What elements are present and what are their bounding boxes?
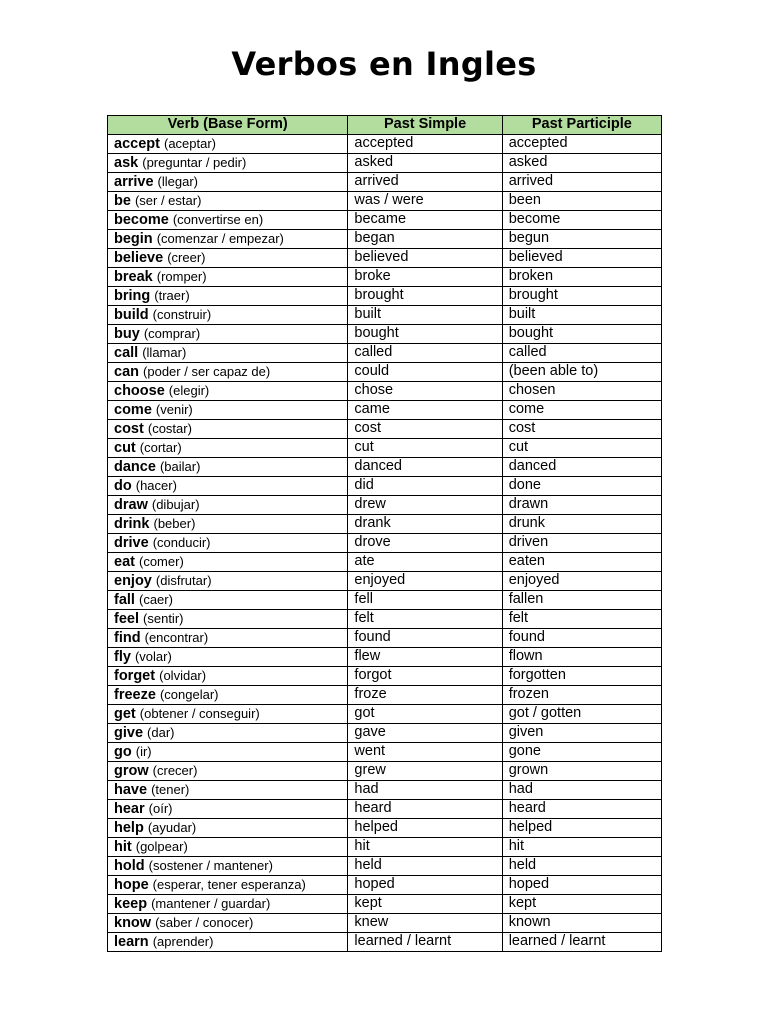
base-form-cell (108, 913, 348, 932)
past-participle-cell: driven (502, 533, 661, 552)
past-participle-cell: believed (502, 248, 661, 267)
header-base-form: Verb (Base Form) (108, 116, 348, 135)
past-participle-cell: (been able to) (502, 362, 661, 381)
base-form-cell (108, 894, 348, 913)
base-form-cell (108, 172, 348, 191)
verb-translation: (obtener / conseguir) (139, 705, 260, 721)
past-simple-cell: cost (348, 419, 502, 438)
verb-translation: (aceptar) (163, 135, 217, 151)
base-form-cell (108, 837, 348, 856)
base-form-cell (108, 666, 348, 685)
base-form-cell (108, 324, 348, 343)
past-participle-cell: bought (502, 324, 661, 343)
verb-translation: (construir) (152, 306, 212, 322)
past-participle-cell: got / gotten (502, 704, 661, 723)
verb-word: be (114, 192, 131, 209)
table-row (108, 913, 662, 932)
past-participle-cell: cost (502, 419, 661, 438)
past-participle-cell: frozen (502, 685, 661, 704)
table-row (108, 229, 662, 248)
past-participle-cell: known (502, 913, 661, 932)
base-form-cell (108, 571, 348, 590)
past-simple-cell: was / were (348, 191, 502, 210)
table-row (108, 400, 662, 419)
verb-translation: (congelar) (159, 686, 219, 702)
verb-translation: (aprender) (152, 933, 214, 949)
base-form-cell (108, 647, 348, 666)
verb-translation: (tener) (151, 781, 190, 797)
past-simple-cell: gave (348, 723, 502, 742)
table-row (108, 780, 662, 799)
past-simple-cell: drank (348, 514, 502, 533)
verb-translation: (poder / ser capaz de) (143, 363, 271, 379)
past-simple-cell: froze (348, 685, 502, 704)
verb-translation: (llegar) (157, 173, 199, 189)
base-form-cell (108, 552, 348, 571)
table-row (108, 476, 662, 495)
table-row (108, 438, 662, 457)
verb-word: accept (114, 135, 160, 152)
verb-translation: (hacer) (135, 477, 177, 493)
verb-word: help (114, 819, 144, 836)
past-participle-cell: begun (502, 229, 661, 248)
base-form-cell (108, 628, 348, 647)
past-simple-cell: held (348, 856, 502, 875)
past-participle-cell: drunk (502, 514, 661, 533)
verb-translation: (esperar, tener esperanza) (152, 876, 306, 892)
past-simple-cell: broke (348, 267, 502, 286)
table-row (108, 685, 662, 704)
verb-translation: (ser / estar) (134, 192, 202, 208)
past-participle-cell: built (502, 305, 661, 324)
past-participle-cell: been (502, 191, 661, 210)
table-row (108, 666, 662, 685)
table-row (108, 761, 662, 780)
table-row (108, 856, 662, 875)
past-simple-cell: did (348, 476, 502, 495)
verb-translation: (ayudar) (147, 819, 197, 835)
past-participle-cell: danced (502, 457, 661, 476)
past-simple-cell: grew (348, 761, 502, 780)
verb-word: go (114, 743, 132, 760)
past-simple-cell: hoped (348, 875, 502, 894)
verb-translation: (convertirse en) (172, 211, 264, 227)
table-row (108, 324, 662, 343)
past-simple-cell: forgot (348, 666, 502, 685)
base-form-cell (108, 704, 348, 723)
verb-translation: (venir) (155, 401, 193, 417)
past-simple-cell: could (348, 362, 502, 381)
table-row (108, 647, 662, 666)
table-row (108, 305, 662, 324)
verb-word: believe (114, 249, 164, 266)
table-row (108, 799, 662, 818)
table-row (108, 571, 662, 590)
verb-word: grow (114, 762, 149, 779)
base-form-cell (108, 761, 348, 780)
past-simple-cell: arrived (348, 172, 502, 191)
past-simple-cell: built (348, 305, 502, 324)
verb-word: have (114, 781, 148, 798)
past-simple-cell: learned / learnt (348, 932, 502, 951)
verb-word: become (114, 211, 169, 228)
verb-translation: (comenzar / empezar) (156, 230, 284, 246)
past-simple-cell: helped (348, 818, 502, 837)
base-form-cell (108, 381, 348, 400)
base-form-cell (108, 457, 348, 476)
table-row (108, 153, 662, 172)
table-row (108, 818, 662, 837)
past-simple-cell: cut (348, 438, 502, 457)
past-participle-cell: had (502, 780, 661, 799)
base-form-cell (108, 210, 348, 229)
past-simple-cell: kept (348, 894, 502, 913)
verb-word: arrive (114, 173, 154, 190)
verb-translation: (crecer) (152, 762, 198, 778)
table-row (108, 894, 662, 913)
base-form-cell (108, 400, 348, 419)
verb-word: know (114, 914, 152, 931)
verb-word: break (114, 268, 153, 285)
past-simple-cell: accepted (348, 134, 502, 153)
past-participle-cell: gone (502, 742, 661, 761)
verb-word: fall (114, 591, 135, 608)
table-row (108, 514, 662, 533)
past-simple-cell: knew (348, 913, 502, 932)
verb-word: buy (114, 325, 140, 342)
table-row (108, 172, 662, 191)
verb-word: hit (114, 838, 132, 855)
verb-word: ask (114, 154, 139, 171)
table-row (108, 381, 662, 400)
verb-word: cut (114, 439, 136, 456)
past-participle-cell: found (502, 628, 661, 647)
past-participle-cell: drawn (502, 495, 661, 514)
verb-translation: (cortar) (139, 439, 182, 455)
table-row (108, 210, 662, 229)
verb-translation: (golpear) (135, 838, 188, 854)
header-past-participle: Past Participle (502, 116, 661, 135)
verb-translation: (elegir) (168, 382, 210, 398)
base-form-cell (108, 856, 348, 875)
table-row (108, 343, 662, 362)
verb-translation: (encontrar) (144, 629, 209, 645)
base-form-cell (108, 533, 348, 552)
past-participle-cell: hoped (502, 875, 661, 894)
verb-word: fly (114, 648, 131, 665)
past-participle-cell: helped (502, 818, 661, 837)
verb-translation: (volar) (134, 648, 172, 664)
past-participle-cell: chosen (502, 381, 661, 400)
past-simple-cell: got (348, 704, 502, 723)
past-participle-cell: forgotten (502, 666, 661, 685)
verb-word: choose (114, 382, 165, 399)
past-participle-cell: accepted (502, 134, 661, 153)
past-participle-cell: eaten (502, 552, 661, 571)
base-form-cell (108, 153, 348, 172)
verb-word: can (114, 363, 139, 380)
verb-word: freeze (114, 686, 156, 703)
verb-translation: (dibujar) (151, 496, 200, 512)
verb-word: get (114, 705, 136, 722)
table-row (108, 723, 662, 742)
verb-translation: (costar) (147, 420, 192, 436)
verb-word: forget (114, 667, 156, 684)
past-simple-cell: drew (348, 495, 502, 514)
past-simple-cell: flew (348, 647, 502, 666)
verb-translation: (sostener / mantener) (148, 857, 273, 873)
table-row (108, 875, 662, 894)
past-simple-cell: danced (348, 457, 502, 476)
verb-word: feel (114, 610, 139, 627)
past-simple-cell: brought (348, 286, 502, 305)
verb-word: give (114, 724, 144, 741)
base-form-cell (108, 609, 348, 628)
base-form-cell (108, 723, 348, 742)
table-row (108, 628, 662, 647)
base-form-cell (108, 685, 348, 704)
past-simple-cell: came (348, 400, 502, 419)
verb-word: hope (114, 876, 149, 893)
verb-word: keep (114, 895, 148, 912)
verb-translation: (sentir) (143, 610, 184, 626)
past-participle-cell: fallen (502, 590, 661, 609)
past-simple-cell: ate (348, 552, 502, 571)
verb-word: cost (114, 420, 144, 437)
past-participle-cell: cut (502, 438, 661, 457)
base-form-cell (108, 495, 348, 514)
base-form-cell (108, 875, 348, 894)
past-simple-cell: bought (348, 324, 502, 343)
base-form-cell (108, 514, 348, 533)
page-title: Verbos en Ingles (231, 45, 537, 83)
table-row (108, 362, 662, 381)
base-form-cell (108, 780, 348, 799)
past-participle-cell: broken (502, 267, 661, 286)
verb-word: find (114, 629, 141, 646)
past-simple-cell: believed (348, 248, 502, 267)
base-form-cell (108, 799, 348, 818)
table-row (108, 704, 662, 723)
base-form-cell (108, 590, 348, 609)
verb-translation: (comprar) (143, 325, 201, 341)
verb-word: drive (114, 534, 149, 551)
table-row (108, 590, 662, 609)
verb-translation: (mantener / guardar) (151, 895, 271, 911)
verb-translation: (bailar) (159, 458, 201, 474)
table-row (108, 837, 662, 856)
past-participle-cell: enjoyed (502, 571, 661, 590)
past-simple-cell: began (348, 229, 502, 248)
verb-translation: (caer) (138, 591, 173, 607)
table-row (108, 742, 662, 761)
past-participle-cell: kept (502, 894, 661, 913)
past-simple-cell: hit (348, 837, 502, 856)
verb-translation: (dar) (147, 724, 175, 740)
past-participle-cell: done (502, 476, 661, 495)
table-header-row (108, 116, 662, 135)
table-row (108, 932, 662, 951)
table-row (108, 495, 662, 514)
verb-word: bring (114, 287, 151, 304)
table-row (108, 191, 662, 210)
past-participle-cell: come (502, 400, 661, 419)
base-form-cell (108, 229, 348, 248)
past-participle-cell: held (502, 856, 661, 875)
past-participle-cell: learned / learnt (502, 932, 661, 951)
base-form-cell (108, 476, 348, 495)
past-simple-cell: chose (348, 381, 502, 400)
base-form-cell (108, 742, 348, 761)
past-simple-cell: had (348, 780, 502, 799)
past-simple-cell: heard (348, 799, 502, 818)
base-form-cell (108, 305, 348, 324)
table-row (108, 267, 662, 286)
past-simple-cell: enjoyed (348, 571, 502, 590)
verb-translation: (oír) (148, 800, 173, 816)
past-participle-cell: brought (502, 286, 661, 305)
verb-word: drink (114, 515, 150, 532)
table-row (108, 533, 662, 552)
verb-translation: (creer) (167, 249, 206, 265)
base-form-cell (108, 362, 348, 381)
verb-translation: (romper) (156, 268, 207, 284)
past-participle-cell: arrived (502, 172, 661, 191)
verb-table (107, 115, 662, 952)
verb-translation: (saber / conocer) (155, 914, 254, 930)
past-simple-cell: asked (348, 153, 502, 172)
verb-translation: (beber) (153, 515, 196, 531)
verb-word: come (114, 401, 152, 418)
verb-translation: (llamar) (142, 344, 187, 360)
past-simple-cell: drove (348, 533, 502, 552)
table-row (108, 609, 662, 628)
past-simple-cell: fell (348, 590, 502, 609)
verb-translation: (ir) (135, 743, 152, 759)
past-participle-cell: heard (502, 799, 661, 818)
verb-translation: (disfrutar) (155, 572, 212, 588)
table-row (108, 248, 662, 267)
base-form-cell (108, 267, 348, 286)
verb-translation: (preguntar / pedir) (142, 154, 247, 170)
past-participle-cell: asked (502, 153, 661, 172)
verb-translation: (traer) (154, 287, 190, 303)
base-form-cell (108, 419, 348, 438)
verb-word: learn (114, 933, 149, 950)
table-row (108, 419, 662, 438)
verb-translation: (conducir) (152, 534, 211, 550)
base-form-cell (108, 438, 348, 457)
past-participle-cell: hit (502, 837, 661, 856)
past-participle-cell: flown (502, 647, 661, 666)
base-form-cell (108, 286, 348, 305)
verb-word: draw (114, 496, 148, 513)
header-past-simple: Past Simple (348, 116, 502, 135)
base-form-cell (108, 134, 348, 153)
verb-word: enjoy (114, 572, 152, 589)
base-form-cell (108, 818, 348, 837)
verb-word: hear (114, 800, 145, 817)
verb-word: begin (114, 230, 153, 247)
verb-word: hold (114, 857, 145, 874)
verb-word: build (114, 306, 149, 323)
table-row (108, 552, 662, 571)
base-form-cell (108, 191, 348, 210)
verb-word: dance (114, 458, 156, 475)
verb-word: do (114, 477, 132, 494)
past-participle-cell: given (502, 723, 661, 742)
verb-translation: (comer) (139, 553, 184, 569)
base-form-cell (108, 932, 348, 951)
past-participle-cell: become (502, 210, 661, 229)
past-simple-cell: went (348, 742, 502, 761)
verb-word: eat (114, 553, 135, 570)
past-simple-cell: felt (348, 609, 502, 628)
base-form-cell (108, 343, 348, 362)
past-simple-cell: became (348, 210, 502, 229)
verb-translation: (olvidar) (159, 667, 207, 683)
past-participle-cell: grown (502, 761, 661, 780)
verb-word: call (114, 344, 139, 361)
base-form-cell (108, 248, 348, 267)
past-simple-cell: called (348, 343, 502, 362)
table-row (108, 286, 662, 305)
table-body (108, 134, 662, 951)
table-row (108, 457, 662, 476)
past-participle-cell: called (502, 343, 661, 362)
past-participle-cell: felt (502, 609, 661, 628)
past-simple-cell: found (348, 628, 502, 647)
table-row (108, 134, 662, 153)
